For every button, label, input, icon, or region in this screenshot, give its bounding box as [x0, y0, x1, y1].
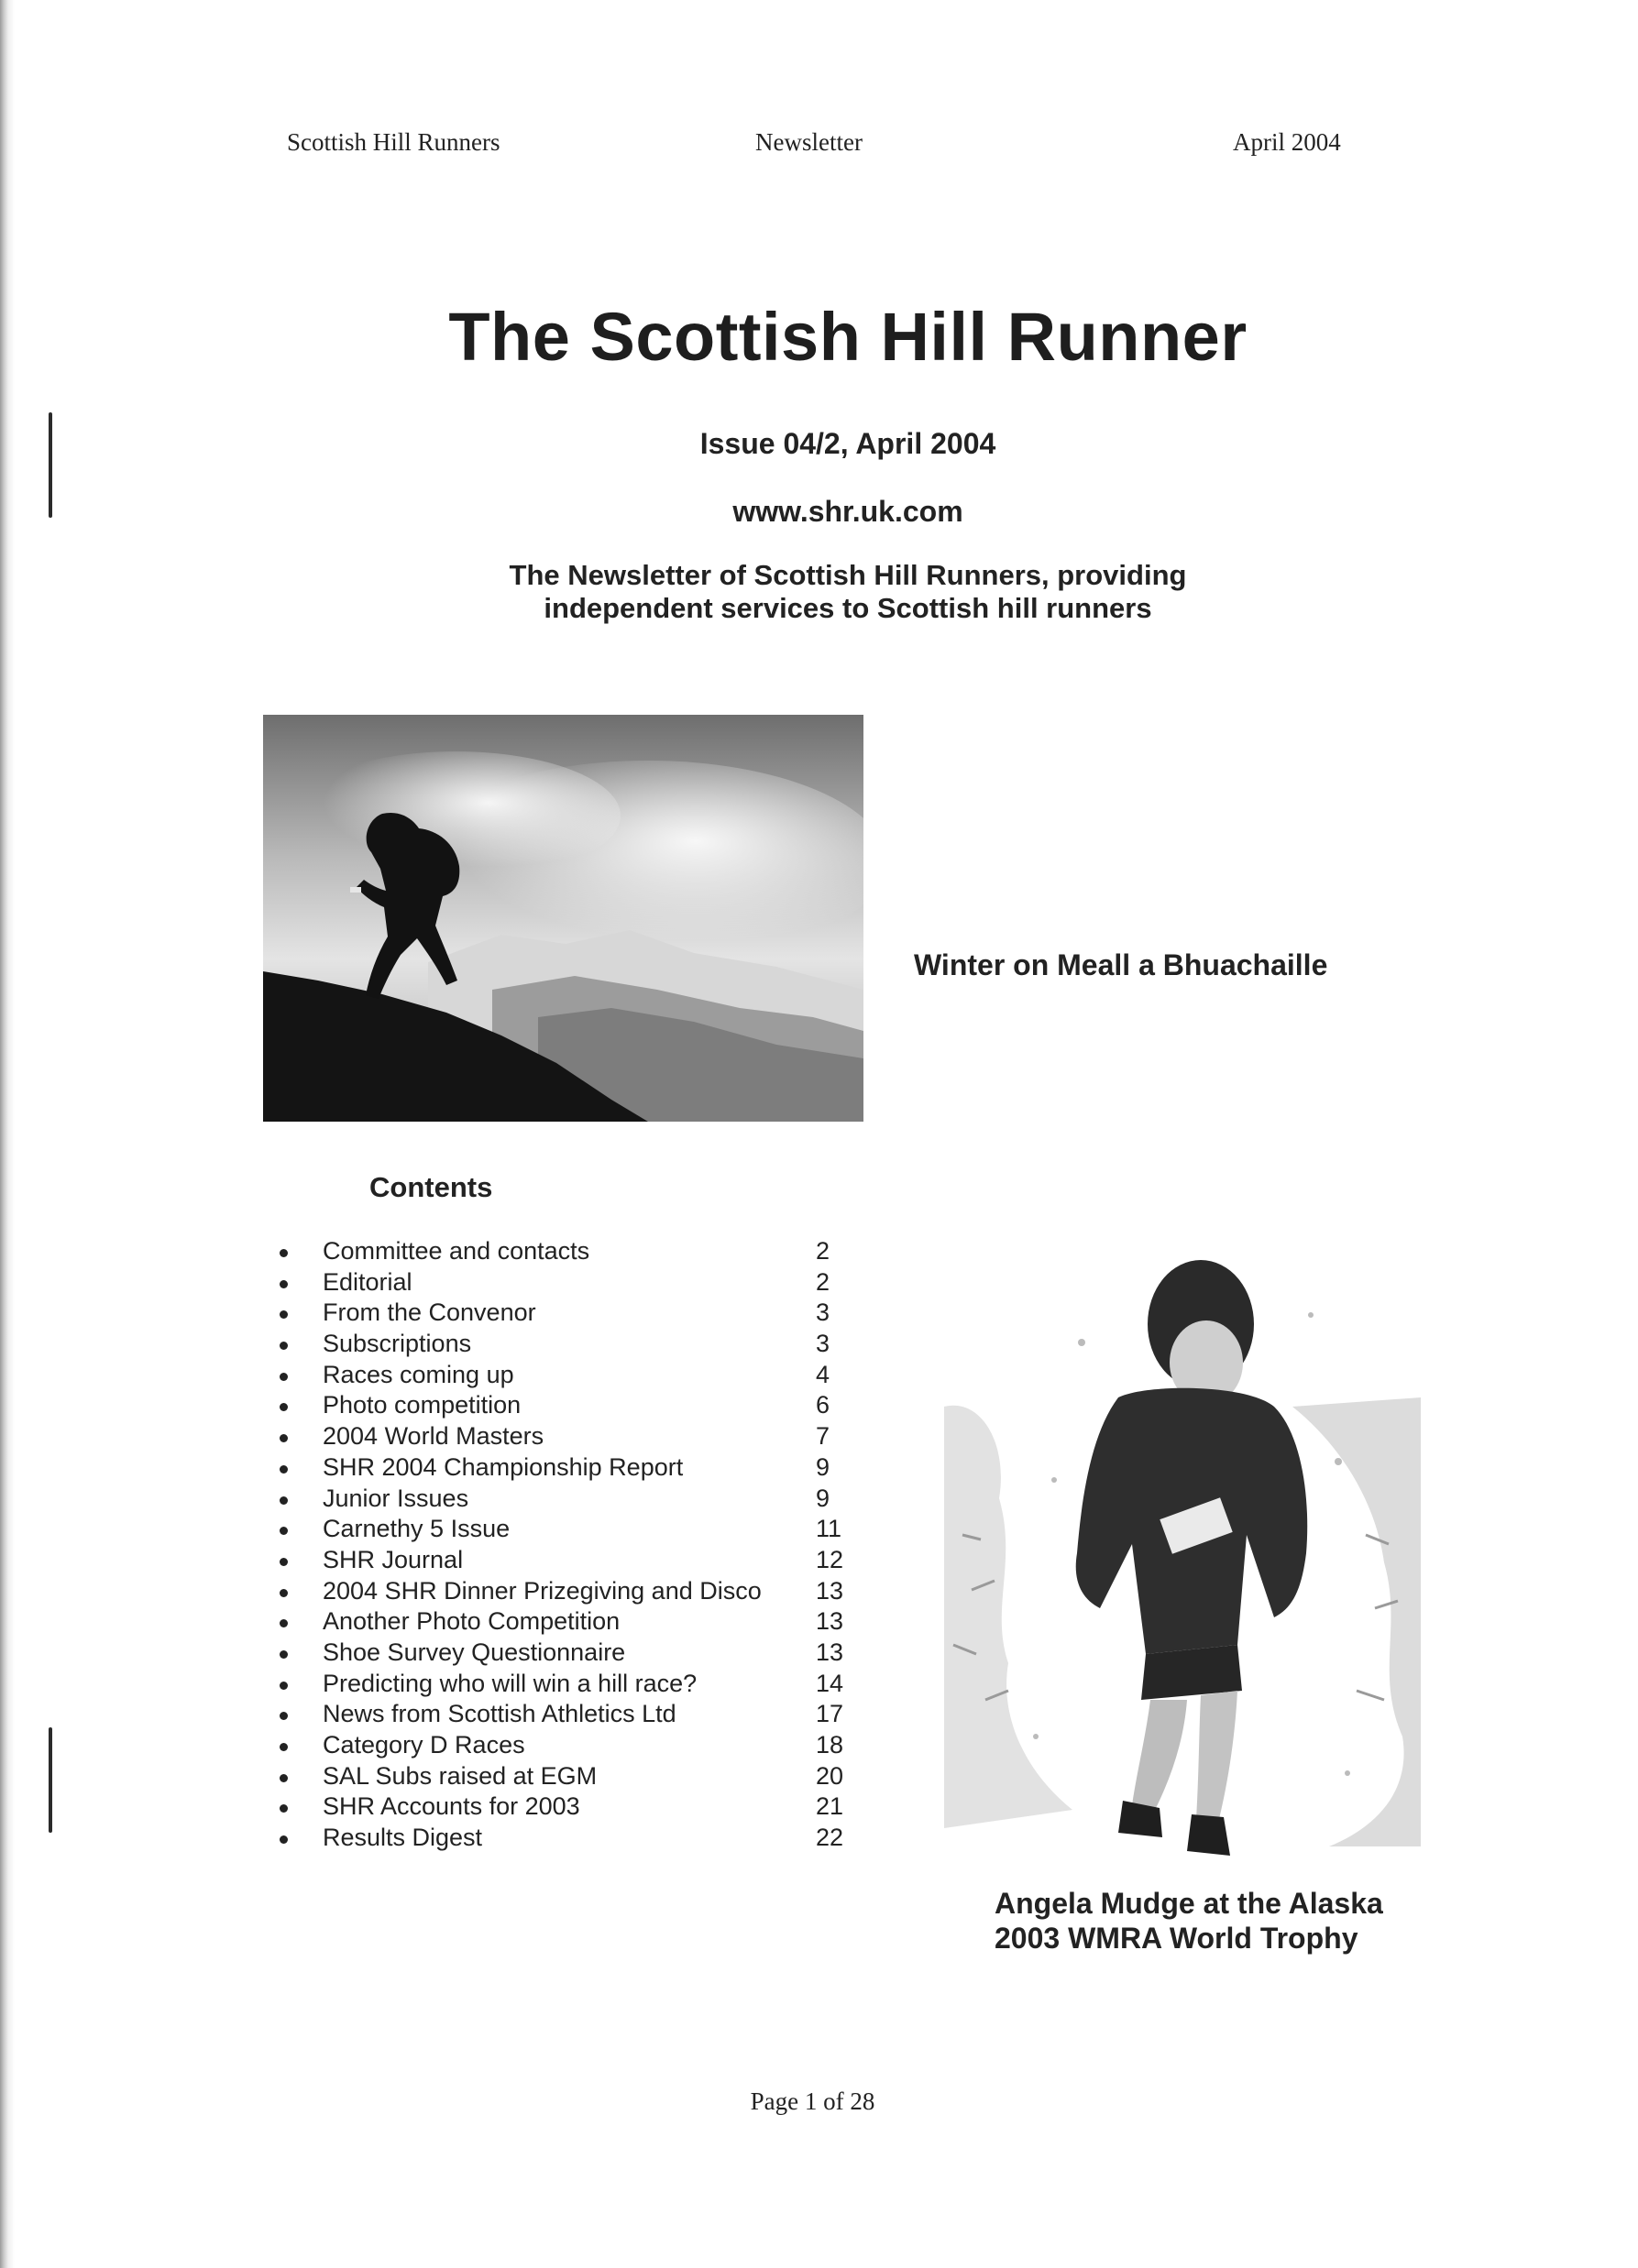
- contents-item-page: 13: [816, 1576, 844, 1605]
- issue-line: Issue 04/2, April 2004: [699, 427, 996, 460]
- header-center: Newsletter: [755, 128, 863, 156]
- bullet-icon: [280, 1712, 288, 1720]
- contents-item-page: 9: [816, 1452, 830, 1481]
- contents-item-page: 6: [816, 1391, 830, 1419]
- contents-item-label: Subscriptions: [323, 1330, 472, 1358]
- bullet-icon: [280, 1804, 288, 1813]
- contents-item-page: 3: [816, 1330, 830, 1358]
- contents-item: [275, 1360, 862, 1391]
- page-number: Page 1 of 28: [750, 2087, 875, 2115]
- contents-item-page: 12: [816, 1545, 844, 1573]
- bullet-icon: [280, 1465, 288, 1474]
- bullet-icon: [280, 1619, 288, 1627]
- contents-item: [275, 1390, 862, 1421]
- contents-item-label: SAL Subs raised at EGM: [323, 1761, 598, 1790]
- bullet-icon: [280, 1589, 288, 1597]
- contents-item: [275, 1267, 862, 1298]
- contents-item-label: From the Convenor: [323, 1298, 536, 1327]
- winter-hill-photo: [263, 715, 863, 1122]
- contents-item-page: 7: [816, 1422, 830, 1451]
- contents-item-label: 2004 World Masters: [323, 1422, 544, 1451]
- contents-item: [275, 1730, 862, 1761]
- contents-item: [275, 1236, 862, 1267]
- contents-heading: Contents: [369, 1171, 493, 1203]
- bullet-icon: [280, 1835, 288, 1844]
- bullet-icon: [280, 1310, 288, 1319]
- contents-item-label: Editorial: [323, 1267, 412, 1296]
- contents-item-label: Another Photo Competition: [323, 1607, 621, 1636]
- contents-item-label: Predicting who will win a hill race?: [323, 1669, 698, 1697]
- contents-item-page: 11: [816, 1515, 842, 1543]
- contents-item: [275, 1699, 862, 1730]
- bullet-icon: [280, 1403, 288, 1411]
- contents-item-label: Shoe Survey Questionnaire: [323, 1638, 626, 1666]
- bottom-caption-line-2: 2003 WMRA World Trophy: [995, 1922, 1358, 1955]
- contents-item-page: 20: [816, 1761, 844, 1790]
- contents-item-label: SHR Accounts for 2003: [323, 1792, 580, 1821]
- contents-item-label: News from Scottish Athletics Ltd: [323, 1700, 676, 1728]
- bullet-icon: [280, 1249, 288, 1257]
- bullet-icon: [280, 1280, 288, 1288]
- bullet-icon: [280, 1434, 288, 1442]
- contents-item: [275, 1484, 862, 1515]
- bottom-photo-caption: [995, 1886, 1383, 1956]
- contents-item: [275, 1514, 862, 1545]
- contents-item-label: 2004 SHR Dinner Prizegiving and Disco: [323, 1576, 762, 1605]
- tagline-line-1: The Newsletter of Scottish Hill Runners, providing: [509, 559, 1187, 591]
- contents-item: [275, 1761, 862, 1792]
- contents-item-page: 18: [816, 1731, 844, 1759]
- contents-item-page: 2: [816, 1237, 830, 1265]
- contents-item-label: Results Digest: [323, 1824, 483, 1852]
- bullet-icon: [280, 1650, 288, 1659]
- contents-item-label: Category D Races: [323, 1731, 525, 1759]
- contents-item: [275, 1421, 862, 1452]
- contents-item: [275, 1638, 862, 1669]
- bottom-caption-line-1: Angela Mudge at the Alaska: [995, 1887, 1383, 1920]
- contents-item: [275, 1669, 862, 1700]
- contents-item-page: 21: [816, 1792, 844, 1821]
- newsletter-title: The Scottish Hill Runner: [448, 299, 1248, 375]
- bullet-icon: [280, 1774, 288, 1782]
- bullet-icon: [280, 1342, 288, 1350]
- bullet-icon: [280, 1682, 288, 1690]
- contents-item-label: Junior Issues: [323, 1484, 469, 1512]
- bullet-icon: [280, 1373, 288, 1381]
- contents-list: [275, 1236, 862, 1854]
- bullet-icon: [280, 1558, 288, 1566]
- contents-item: [275, 1545, 862, 1576]
- contents-item: [275, 1298, 862, 1329]
- contents-item-label: Carnethy 5 Issue: [323, 1515, 511, 1543]
- contents-item: [275, 1576, 862, 1607]
- contents-item-label: Photo competition: [323, 1391, 522, 1419]
- contents-item-label: Committee and contacts: [323, 1237, 590, 1265]
- contents-item: [275, 1329, 862, 1360]
- contents-item-page: 2: [816, 1267, 830, 1296]
- tagline-line-2: independent services to Scottish hill runners: [544, 592, 1152, 624]
- contents-item-label: SHR Journal: [323, 1545, 464, 1573]
- contents-item-page: 17: [816, 1700, 844, 1728]
- contents-item-page: 4: [816, 1360, 830, 1388]
- contents-item-page: 3: [816, 1298, 830, 1327]
- bullet-icon: [280, 1743, 288, 1751]
- bullet-icon: [280, 1496, 288, 1505]
- contents-item-page: 13: [816, 1607, 844, 1636]
- website-url: www.shr.uk.com: [732, 495, 963, 528]
- contents-item-page: 22: [816, 1824, 844, 1852]
- contents-item: [275, 1452, 862, 1484]
- header-left: Scottish Hill Runners: [287, 128, 500, 156]
- contents-item-label: Races coming up: [323, 1360, 514, 1388]
- contents-item-page: 9: [816, 1484, 830, 1512]
- runner-photo: [944, 1260, 1421, 1874]
- contents-item: [275, 1791, 862, 1823]
- bullet-icon: [280, 1527, 288, 1535]
- top-photo-caption: Winter on Meall a Bhuachaille: [914, 948, 1328, 981]
- header-right: April 2004: [1233, 128, 1341, 156]
- binding-mark: [49, 1727, 52, 1833]
- contents-item: [275, 1823, 862, 1854]
- contents-item-page: 14: [816, 1669, 844, 1697]
- contents-item-page: 13: [816, 1638, 844, 1666]
- contents-item: [275, 1606, 862, 1638]
- tagline: [0, 559, 1638, 625]
- contents-item-label: SHR 2004 Championship Report: [323, 1452, 684, 1481]
